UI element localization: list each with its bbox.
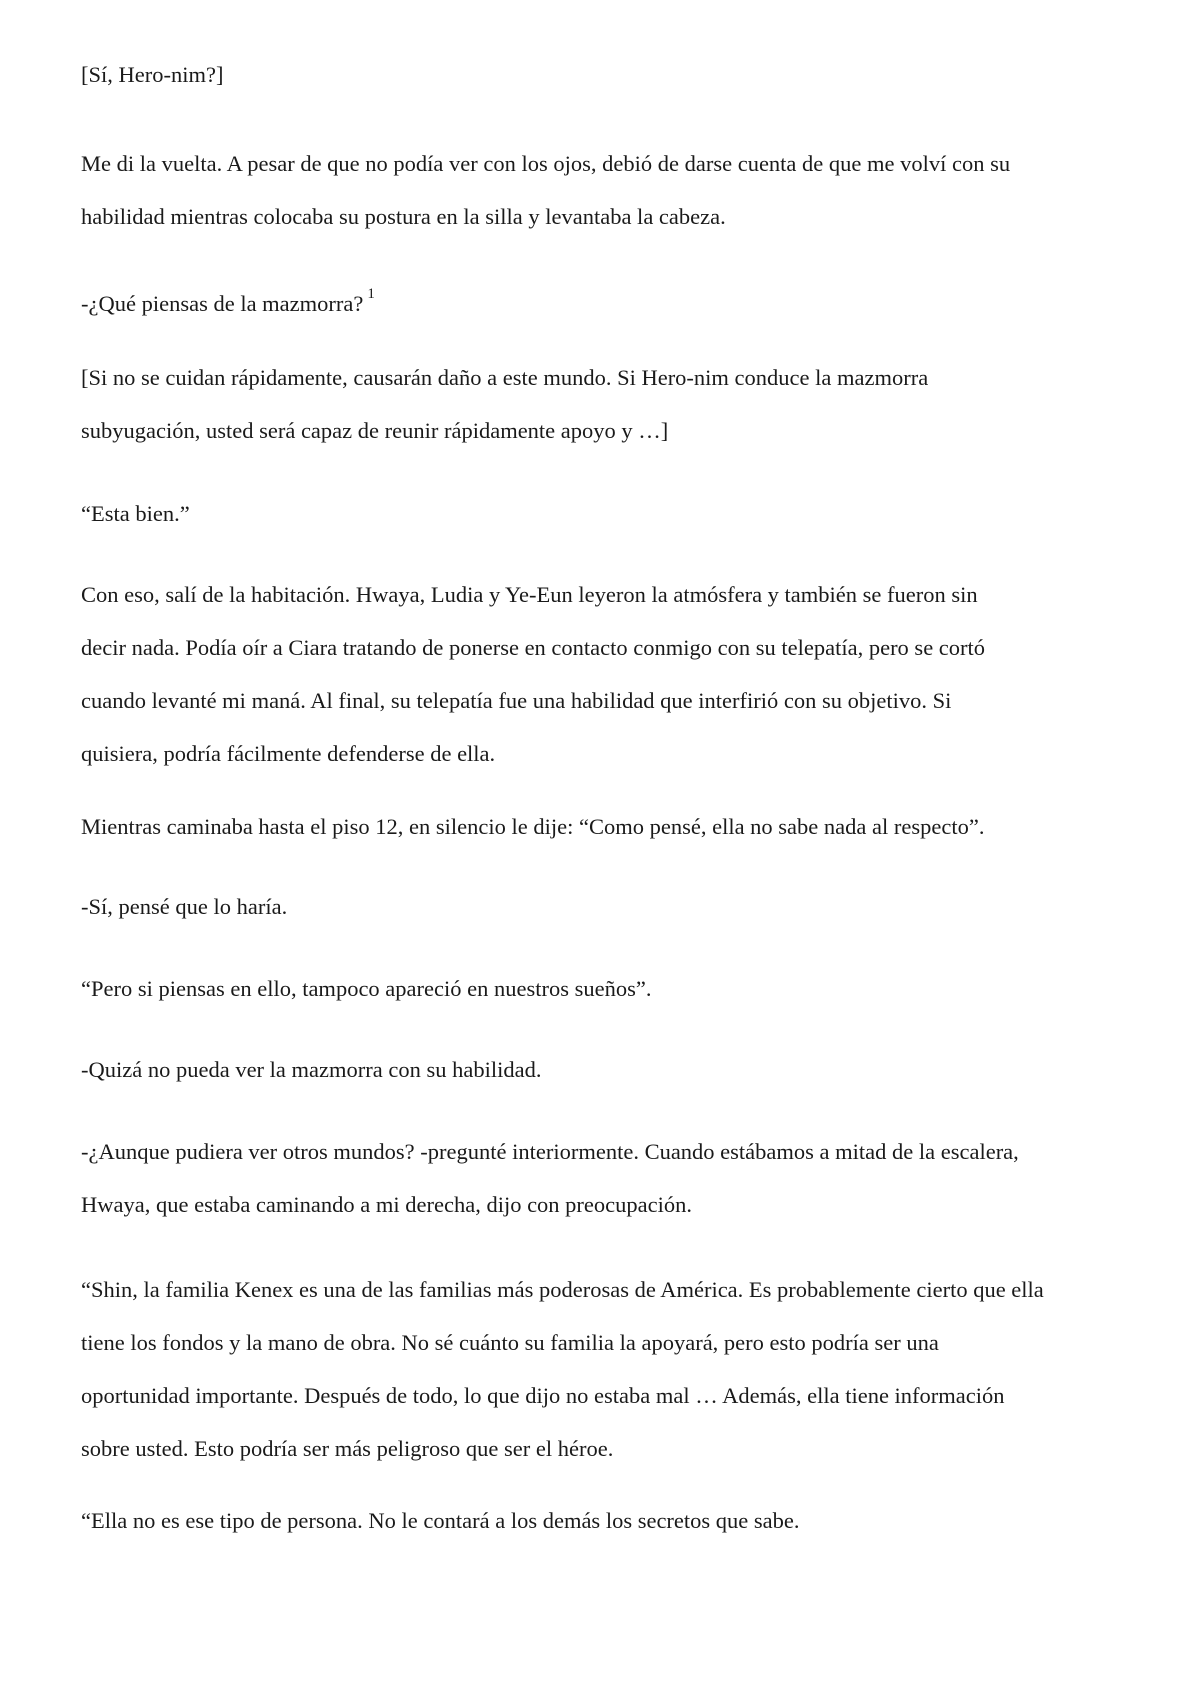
text-line: -¿Aunque pudiera ver otros mundos? -pregunté interiormente. Cuando estábamos a mitad de la escalera, [81, 1139, 1019, 1164]
text-line: [Sí, Hero-nim?] [81, 62, 224, 87]
paragraph [81, 962, 1121, 1015]
text-line: -Sí, pensé que lo haría. [81, 894, 288, 919]
text-run: -¿Qué piensas de la mazmorra? [81, 291, 364, 316]
text-line: [Si no se cuidan rápidamente, causarán daño a este mundo. Si Hero-nim conduce la mazmorra [81, 365, 929, 390]
text-line: “Shin, la familia Kenex es una de las familias más poderosas de América. Es probablemente cierto que ella [81, 1277, 1044, 1302]
paragraph [81, 800, 1121, 853]
text-line: Mientras caminaba hasta el piso 12, en silencio le dije: “Como pensé, ella no sabe nada al respecto”. [81, 814, 985, 839]
text-line: -Quizá no pueda ver la mazmorra con su habilidad. [81, 1057, 542, 1082]
paragraph [81, 880, 1121, 933]
text-line: cuando levanté mi maná. Al final, su telepatía fue una habilidad que interfirió con su objetivo. Si [81, 688, 952, 713]
paragraph [81, 568, 1121, 780]
text-line: Me di la vuelta. A pesar de que no podía ver con los ojos, debió de darse cuenta de que me volví con su [81, 151, 1011, 176]
text-line: quisiera, podría fácilmente defenderse de ella. [81, 741, 496, 766]
text-line: subyugación, usted será capaz de reunir rápidamente apoyo y …] [81, 418, 669, 443]
text-line: “Pero si piensas en ello, tampoco apareció en nuestros sueños”. [81, 976, 652, 1001]
paragraph [81, 351, 1121, 457]
footnote-marker: 1 [367, 286, 375, 302]
text-line: “Esta bien.” [81, 501, 190, 526]
paragraph [81, 137, 1121, 243]
text-line [81, 277, 1121, 330]
text-line: sobre usted. Esto podría ser más peligroso que ser el héroe. [81, 1436, 614, 1461]
text-line: Hwaya, que estaba caminando a mi derecha, dijo con preocupación. [81, 1192, 692, 1217]
text-line: “Ella no es ese tipo de persona. No le contará a los demás los secretos que sabe. [81, 1508, 800, 1533]
paragraph [81, 277, 1121, 330]
paragraph [81, 1125, 1121, 1231]
paragraph [81, 48, 1121, 101]
paragraph [81, 487, 1121, 540]
paragraph [81, 1043, 1121, 1096]
paragraph [81, 1263, 1121, 1475]
text-line: Con eso, salí de la habitación. Hwaya, Ludia y Ye-Eun leyeron la atmósfera y también se fueron sin [81, 582, 978, 607]
text-line: habilidad mientras colocaba su postura en la silla y levantaba la cabeza. [81, 204, 726, 229]
text-line: oportunidad importante. Después de todo, lo que dijo no estaba mal … Además, ella tiene información [81, 1383, 1005, 1408]
text-line: decir nada. Podía oír a Ciara tratando de ponerse en contacto conmigo con su telepatía, pero se cortó [81, 635, 986, 660]
paragraph [81, 1494, 1121, 1547]
text-line: tiene los fondos y la mano de obra. No sé cuánto su familia la apoyará, pero esto podría ser una [81, 1330, 939, 1355]
